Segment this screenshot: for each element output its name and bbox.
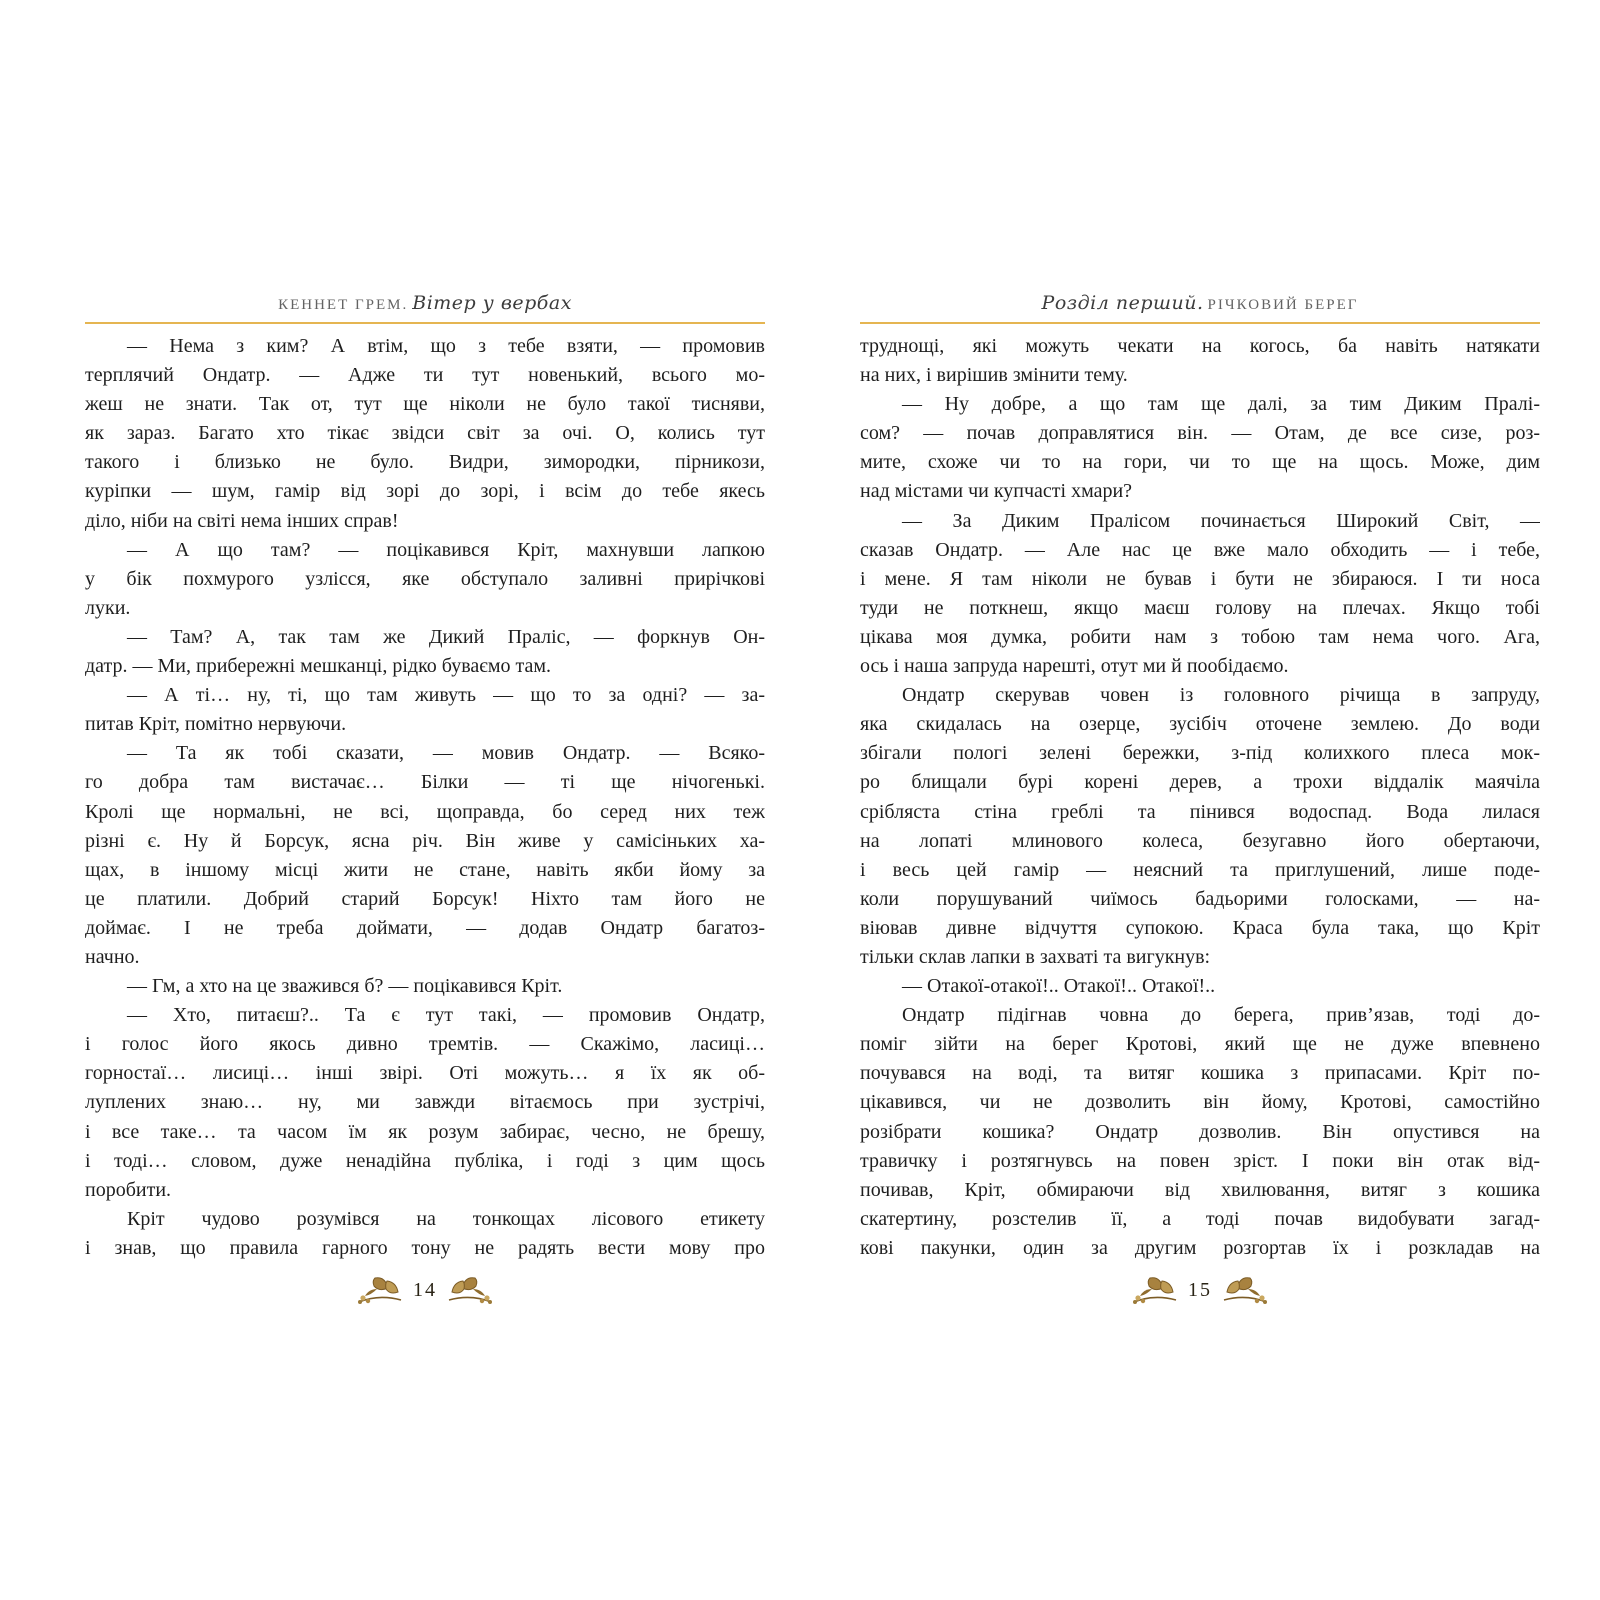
text-line: тільки склав лапки в захваті та вигукнув: [860, 945, 1211, 968]
page-left [85, 290, 765, 1305]
text-line: і весь цей гамір — неясний та приглушений, лише поде- [860, 858, 1540, 881]
text-line: питав Кріт, помітно нервуючи. [85, 713, 347, 736]
text-line: — Отакої-отакої!.. Отакої!.. Отакої!.. [902, 975, 1216, 998]
text-line: кові пакунки, один за другим розгортав їх і розкладав на [860, 1236, 1540, 1259]
text-line: Кріт чудово розумівся на тонкощах лісового етикету [127, 1207, 765, 1230]
leaf-ornament-icon [1132, 1275, 1178, 1305]
leaf-ornament-icon [447, 1275, 493, 1305]
text-line: — Нема з ким? А втім, що з тебе взяти, — промовив [127, 335, 765, 357]
text-line: начно. [85, 945, 140, 968]
text-line: куріпки — шум, гамір від зорі до зорі, і всім до тебе якесь [85, 480, 765, 503]
text-line: такого і близько не було. Видри, зимородки, пірникози, [85, 451, 765, 474]
text-line: поробити. [85, 1178, 172, 1201]
text-line: — Хто, питаєш?.. Та є тут такі, — промовив Ондатр, [127, 1004, 765, 1027]
text-line: почивав, Кріт, обмираючи від хвилювання, витяг з кошика [860, 1178, 1540, 1201]
text-line: луплених знаю… ну, ми завжди вітаємось при зустрічі, [85, 1091, 765, 1114]
text-line: цікава моя думка, робити нам з тобою там нема чого. Ага, [860, 625, 1540, 648]
text-line: і голос його якось дивно тремтів. — Скажімо, ласиці… [85, 1033, 765, 1056]
page-right [860, 290, 1540, 1305]
text-line: над містами чи купчасті хмари? [860, 480, 1133, 503]
header-rule [860, 322, 1540, 324]
running-head-section: РІЧКОВИЙ БЕРЕГ [1207, 297, 1359, 313]
text-line: — Там? А, так там же Дикий Праліс, — форкнув Он- [127, 625, 765, 648]
text-line: сом? — почав доправлятися він. — Отам, де все сизе, роз- [860, 422, 1540, 445]
text-line: травичку і розтягнувсь на повен зріст. І поки він отак від- [860, 1149, 1540, 1172]
text-line: горностаї… лисиці… інші звірі. Оті можуть… я їх як об- [85, 1062, 765, 1085]
text-line: ось і наша запруда нарешті, отут ми й пообідаємо. [860, 655, 1289, 678]
body-text [85, 332, 765, 1263]
text-line: ро блищали бурі корені дерев, а трохи віддалік маячіла [860, 771, 1540, 794]
text-line: — Гм, а хто на це зважився б? — поцікавився Кріт. [127, 975, 563, 998]
running-head-book-title: Вітер у вербах [412, 292, 572, 314]
page-footer [85, 1275, 765, 1305]
text-line: терплячий Ондатр. — Адже ти тут новенький, всього мо- [85, 364, 765, 387]
page-number: 15 [1188, 1278, 1212, 1301]
text-line: на них, і вирішив змінити тему. [860, 364, 1128, 387]
text-line: і мене. Я там ніколи не бував і бути не збираюся. І ти носа [860, 567, 1540, 590]
running-head-author: КЕННЕТ ГРЕМ. [278, 297, 409, 313]
text-line: Ондатр скерував човен із головного річища в запруду, [902, 684, 1540, 707]
text-line: сказав Ондатр. — Але нас це вже мало обходить — і тебе, [860, 538, 1540, 561]
running-head-chapter: Розділ перший. [1041, 292, 1204, 314]
text-line: луки. [85, 596, 131, 619]
text-line: яка скидалась на озерце, зусібіч оточене землею. До води [860, 713, 1540, 736]
page-number: 14 [413, 1278, 437, 1301]
text-line: на лопаті млинового колеса, безугавно його обертаючи, [860, 829, 1540, 852]
text-line: датр. — Ми, прибережні мешканці, рідко буваємо там. [85, 655, 552, 678]
text-line: діло, ніби на світі нема інших справ! [85, 509, 399, 532]
text-line: срібляста стіна греблі та пінився водоспад. Вода лилася [860, 800, 1540, 823]
text-line: щах, в іншому місці жити не стане, навіть якби йому за [85, 858, 765, 881]
text-line: розібрати кошика? Ондатр дозволив. Він опустився на [860, 1120, 1540, 1143]
text-line: туди не поткнеш, якщо маєш голову на плечах. Якщо тобі [860, 596, 1540, 619]
text-line: цікавився, чи не дозволить він йому, Кротові, самостійно [860, 1091, 1540, 1114]
running-head-left [85, 290, 765, 320]
text-line: поміг зійти на берег Кротові, який ще не дуже впевнено [860, 1033, 1540, 1056]
text-line: — За Диким Пралісом починається Широкий Світ, — [902, 509, 1540, 532]
text-line: доймає. І не треба доймати, — додав Ондатр багатоз- [85, 916, 765, 939]
text-line: почувався на воді, та витяг кошика з припасами. Кріт по- [860, 1062, 1540, 1085]
text-line: — Та як тобі сказати, — мовив Ондатр. — Всяко- [127, 742, 765, 765]
text-line: віював дивне відчуття супокою. Краса була така, що Кріт [860, 916, 1540, 939]
text-line: збігали пологі зелені бережки, з-під колихкого плеса мок- [860, 742, 1540, 765]
text-line: мите, схоже чи то на гори, чи то ще на щось. Може, дим [860, 451, 1540, 474]
text-line: жеш не знати. Так от, тут ще ніколи не було такої тисняви, [85, 393, 765, 416]
leaf-ornament-icon [1222, 1275, 1268, 1305]
text-line: це платили. Добрий старий Борсук! Ніхто там його не [85, 887, 765, 910]
text-line: — А що там? — поцікавився Кріт, махнувши лапкою [127, 538, 765, 561]
text-line: різні є. Ну й Борсук, ясна річ. Він живе у самісіньких ха- [85, 829, 765, 852]
text-line: скатертину, розстелив її, а тоді почав видобувати загад- [860, 1207, 1540, 1230]
text-line: і знав, що правила гарного тону не радять вести мову про [85, 1236, 765, 1259]
header-rule [85, 322, 765, 324]
body-text [860, 332, 1540, 1263]
running-head-right [860, 290, 1540, 320]
text-line: і все таке… та часом їм як розум забирає, чесно, не брешу, [85, 1120, 765, 1143]
text-line: Кролі ще нормальні, не всі, щоправда, бо серед них теж [85, 800, 765, 823]
text-line: труднощі, які можуть чекати на когось, ба навіть натякати [860, 335, 1540, 357]
text-line: го добра там вистачає… Білки — ті ще нічогенькі. [85, 771, 765, 794]
text-line: як зараз. Багато хто тікає звідси світ за очі. О, колись тут [85, 422, 765, 445]
text-line: у бік похмурого узлісся, яке обступало заливні прирічкові [85, 567, 765, 590]
text-line: Ондатр підігнав човна до берега, прив’язав, тоді до- [902, 1004, 1540, 1027]
leaf-ornament-icon [357, 1275, 403, 1305]
text-line: і тоді… словом, дуже ненадійна публіка, і годі з цим щось [85, 1149, 765, 1172]
text-line: — Ну добре, а що там ще далі, за тим Диким Пралі- [902, 393, 1540, 416]
text-line: коли порушуваний чиїмось бадьорими голосками, — на- [860, 887, 1540, 910]
text-line: — А ті… ну, ті, що там живуть — що то за одні? — за- [127, 684, 765, 707]
page-footer [860, 1275, 1540, 1305]
